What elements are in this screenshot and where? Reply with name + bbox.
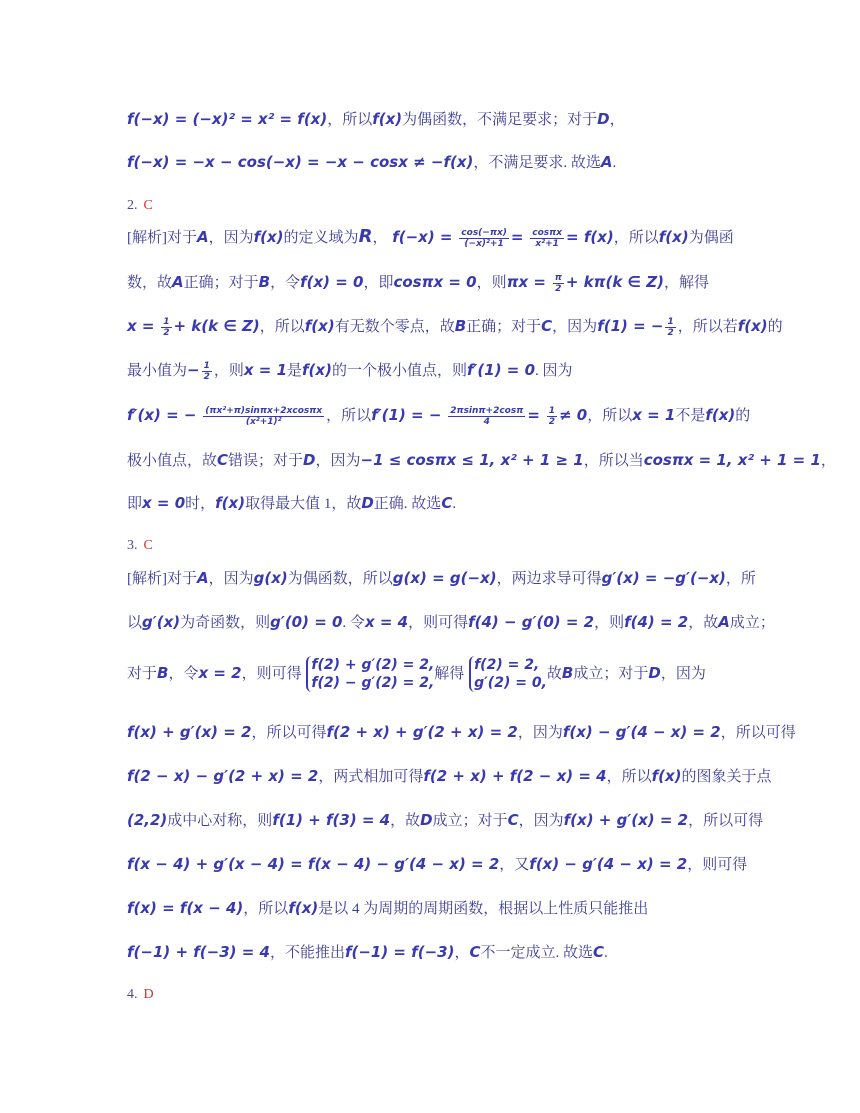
text: 有无数个零点，故: [334, 319, 455, 335]
equation-system: [306, 656, 434, 692]
math: D: [648, 664, 661, 682]
math: B: [454, 317, 467, 335]
text: 最小值为: [127, 363, 188, 379]
text-line: [127, 272, 709, 294]
text: ，不能推出: [269, 945, 345, 961]
math: C: [441, 494, 453, 512]
fraction: [161, 317, 171, 338]
text: ，两边求导可得: [496, 571, 602, 587]
number: 3.: [127, 538, 138, 553]
text: . 令: [342, 615, 365, 631]
math: f(−x) = (−x)² = x² = f(x): [127, 110, 328, 128]
fraction: [448, 406, 525, 427]
math: f(2 − x) − g′(2 + x) = 2: [127, 767, 319, 785]
text-line: [127, 612, 775, 633]
text-line: [127, 722, 796, 743]
math: C: [593, 943, 605, 961]
math: D: [303, 451, 316, 469]
text: ，所以可得: [720, 725, 796, 741]
text: ，所以可得: [251, 725, 327, 741]
text: ，因为: [315, 453, 361, 469]
text: .: [604, 945, 608, 961]
math: cosπx = 0: [393, 273, 477, 291]
math: f(x): [253, 228, 284, 246]
text: 不一定成立. 故选: [480, 945, 594, 961]
question-number: [127, 987, 154, 1003]
text: 的: [767, 319, 783, 335]
text: 成立；对于: [432, 813, 508, 829]
text: ，所以可得: [688, 813, 764, 829]
fraction: [203, 406, 324, 427]
answer: C: [143, 538, 153, 553]
equation: f(2) − g′(2) = 2,: [311, 675, 435, 691]
math: f(−1) + f(−3) = 4: [127, 943, 270, 961]
math: f(x − 4) + g′(x − 4) = f(x − 4) − g′(4 − x) = 2: [127, 855, 500, 873]
math: =: [527, 406, 540, 424]
math: C: [507, 811, 519, 829]
text: 即: [127, 496, 143, 512]
text-line: [127, 405, 750, 427]
math: B: [258, 273, 271, 291]
math: D: [361, 494, 374, 512]
denominator: 2: [667, 327, 674, 338]
text: 正确；对于: [466, 319, 542, 335]
text: ，: [372, 230, 388, 246]
math: −1 ≤ cosπx ≤ 1, x² + 1 ≥ 1: [360, 451, 584, 469]
text: ，所以: [326, 408, 372, 424]
text: 为奇函数，则: [180, 615, 271, 631]
text: ，因为: [518, 813, 564, 829]
text: ，令: [270, 275, 301, 291]
text: ，又: [499, 857, 530, 873]
text-line: [127, 227, 734, 249]
math: A: [197, 228, 209, 246]
text: 的一个极小值点，则: [331, 363, 467, 379]
text-line: [127, 656, 706, 692]
math: A: [718, 613, 730, 631]
text: [解析]对于: [127, 571, 197, 587]
number: 4.: [127, 987, 138, 1002]
math: f′(x) = −: [127, 406, 197, 424]
text: ，所以若: [677, 319, 738, 335]
numerator: π: [554, 272, 562, 283]
text-line: [127, 493, 456, 514]
text: ，即: [363, 275, 394, 291]
math: B: [561, 664, 574, 682]
text: 是以 4 为周期的周期函数，根据以上性质只能推出: [318, 901, 649, 917]
math: g′(x) = −g′(−x): [601, 569, 726, 587]
math: f(1) + f(3) = 4: [272, 811, 391, 829]
denominator: 2: [203, 371, 210, 382]
math: f(x) + g′(x) = 2: [127, 723, 252, 741]
math: f(4) − g′(0) = 2: [468, 613, 595, 631]
denominator: 2: [548, 416, 555, 427]
text: ，: [609, 112, 625, 128]
math: ≠ 0: [558, 406, 588, 424]
denominator: 2: [555, 283, 562, 294]
text: ，令: [168, 666, 199, 682]
text: 极小值点，故: [127, 453, 218, 469]
math: + kπ(k ∈ Z): [565, 273, 664, 291]
text: 时，: [185, 496, 216, 512]
numerator: 1: [163, 316, 170, 327]
equation-system: [469, 656, 547, 692]
text: ，: [454, 945, 470, 961]
math: f(1) = −: [597, 317, 664, 335]
text-line: [127, 810, 763, 831]
text: 不是: [675, 408, 706, 424]
math: g(x) = g(−x): [392, 569, 497, 587]
text-line: [127, 109, 625, 130]
text-line: [127, 854, 747, 875]
text: ，因为: [517, 725, 563, 741]
math: g′(x): [142, 613, 181, 631]
text: 故: [546, 666, 562, 682]
text: ，所以: [327, 112, 373, 128]
fraction: [530, 228, 564, 249]
text: ，所以: [606, 769, 652, 785]
text: 是: [287, 363, 303, 379]
text: ，所以: [613, 230, 659, 246]
text-line: [127, 766, 772, 787]
math: + k(k ∈ Z): [173, 317, 260, 335]
text: ，所: [725, 571, 756, 587]
math: f(x) = 0: [300, 273, 364, 291]
number: 2.: [127, 198, 138, 213]
denominator: 4: [483, 416, 490, 427]
math: D: [420, 811, 433, 829]
text: ，则: [476, 275, 507, 291]
text: 成中心对称，则: [167, 813, 273, 829]
math: f(x): [304, 317, 335, 335]
text: . 因为: [535, 363, 573, 379]
math: f(x): [302, 361, 332, 379]
math: x = 4: [364, 613, 409, 631]
math: (2,2): [127, 811, 168, 829]
math: D: [597, 110, 610, 128]
text-line: [127, 568, 756, 589]
equation: f(2) + g′(2) = 2,: [311, 657, 435, 673]
text: 成立；对于: [573, 666, 649, 682]
denominator: (x²+1)²: [245, 416, 282, 427]
text: 正确；对于: [183, 275, 259, 291]
math: C: [541, 317, 553, 335]
math: A: [197, 569, 209, 587]
math: f(−x) = −x − cos(−x) = −x − cosx ≠ −f(x): [127, 153, 474, 171]
text: ，所以当: [583, 453, 644, 469]
math: f′(1) = 0: [466, 361, 536, 379]
math: −: [187, 361, 200, 379]
text: 为偶函数，所以: [287, 571, 393, 587]
text: [解析]对于: [127, 230, 197, 246]
math: f′(1) = −: [371, 406, 442, 424]
text: 为偶函: [688, 230, 734, 246]
text: ，所以: [587, 408, 633, 424]
text: 数，故: [127, 275, 173, 291]
math: f(x) + g′(x) = 2: [563, 811, 689, 829]
text: 的: [735, 408, 751, 424]
denominator: 2: [163, 327, 170, 338]
math: A: [172, 273, 184, 291]
answer: D: [143, 987, 154, 1002]
question-number: [127, 198, 153, 214]
text-line: [127, 450, 836, 471]
numerator: 2πsinπ+2cosπ: [450, 405, 524, 416]
text: ，两式相加可得: [318, 769, 424, 785]
fraction: [553, 273, 564, 294]
text: 错误；对于: [228, 453, 304, 469]
text: ，则可得: [687, 857, 748, 873]
math: x = 1: [632, 406, 676, 424]
fraction: [547, 406, 557, 427]
math: f(x) = f(x − 4): [127, 899, 244, 917]
math: = f(x): [566, 228, 614, 246]
math: f(x): [215, 494, 246, 512]
math: f(x) − g′(4 − x) = 2: [562, 723, 721, 741]
text: ，因为: [208, 230, 254, 246]
numerator: 1: [548, 405, 555, 416]
math: f(2 + x) + g′(2 + x) = 2: [326, 723, 518, 741]
math: f(x) − g′(4 − x) = 2: [529, 855, 688, 873]
text: .: [612, 155, 617, 171]
text-line: [127, 942, 608, 963]
text: ，则可得: [241, 666, 302, 682]
text: ，则可得: [408, 615, 469, 631]
text: ，故: [688, 615, 719, 631]
numerator: (πx²+π)sinπx+2xcosπx: [205, 405, 323, 416]
text: ，则: [213, 363, 244, 379]
question-number: [127, 538, 153, 554]
text: 的图象关于点: [681, 769, 772, 785]
math: f(x): [737, 317, 768, 335]
text: ，因为: [552, 319, 598, 335]
math: f(4) = 2: [624, 613, 689, 631]
answer: C: [143, 198, 153, 213]
math: =: [510, 228, 524, 246]
text: ，故: [390, 813, 421, 829]
text-line: [127, 360, 573, 382]
numerator: 1: [667, 316, 674, 327]
text: 取得最大值 1，故: [245, 496, 362, 512]
math: B: [157, 664, 169, 682]
math: f(x): [705, 406, 736, 424]
text: ，解得: [663, 275, 709, 291]
math: cosπx = 1, x² + 1 = 1: [643, 451, 821, 469]
equation: g′(2) = 0,: [474, 675, 547, 691]
math: x = 0: [142, 494, 186, 512]
text: ，因为: [208, 571, 254, 587]
math: f(x): [658, 228, 689, 246]
text: ，因为: [660, 666, 706, 682]
math: f(2 + x) + f(2 − x) = 4: [423, 767, 607, 785]
numerator: cosπx: [532, 227, 563, 238]
text: ，所以: [243, 901, 289, 917]
text: 解得: [434, 666, 465, 682]
math: g(x): [253, 569, 288, 587]
text-line: [127, 898, 648, 919]
math: A: [600, 153, 613, 171]
math: x = 1: [243, 361, 287, 379]
text: ，不满足要求. 故选: [473, 155, 601, 171]
equation: f(2) = 2,: [474, 657, 540, 673]
math: x = 2: [198, 664, 242, 682]
numerator: 1: [203, 360, 210, 371]
text: ，则: [594, 615, 625, 631]
math: R: [358, 226, 373, 247]
fraction: [202, 361, 212, 382]
denominator: x²+1: [535, 238, 559, 249]
math: f(x): [651, 767, 682, 785]
math: f(x): [288, 899, 319, 917]
numerator: cos(−πx): [461, 227, 507, 238]
math: πx =: [506, 273, 546, 291]
text: .: [452, 496, 457, 512]
math: C: [469, 943, 481, 961]
denominator: (−x)²+1: [464, 238, 504, 249]
fraction: [459, 228, 509, 249]
text: ，所以: [259, 319, 305, 335]
text-line: [127, 152, 616, 173]
math: f(x): [372, 110, 403, 128]
text: ，: [820, 453, 836, 469]
fraction: [665, 317, 675, 338]
text: 为偶函数，不满足要求；对于: [402, 112, 598, 128]
math: f(−x) =: [392, 228, 453, 246]
math: x =: [127, 317, 155, 335]
math: C: [217, 451, 229, 469]
math: g′(0) = 0: [270, 613, 343, 631]
text: 以: [127, 615, 143, 631]
math: f(−1) = f(−3): [344, 943, 455, 961]
text: 的定义域为: [283, 230, 359, 246]
text: 对于: [127, 666, 158, 682]
text: 成立；: [729, 615, 775, 631]
text: 正确. 故选: [373, 496, 442, 512]
text-line: [127, 316, 783, 338]
